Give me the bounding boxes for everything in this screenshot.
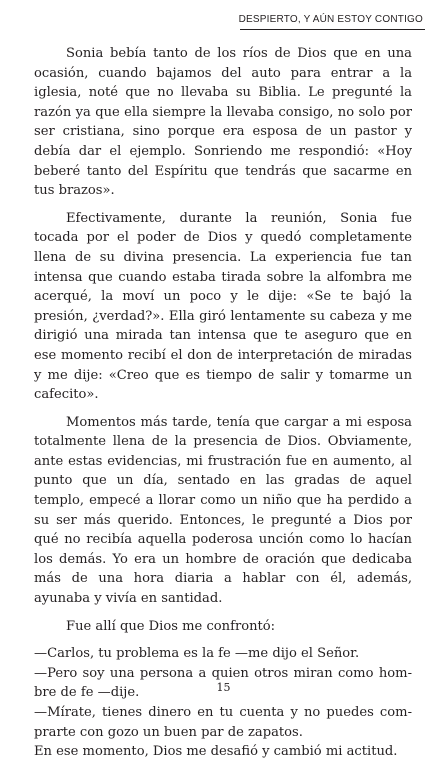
body-text (34, 44, 412, 762)
paragraph: Momentos más tarde, tenía que cargar a mi esposa totalmente llena de la presencia de Dios. Obviamente, ante estas evidencias, mi frustración fue en aumento, al punto que un día, sentado en las gradas de aquel templo, empecé a llorar como un niño que ha perdido a su ser más querido. Entonces, le pregunté a Dios por qué no recibía aquella poderosa unción como lo hacían los demás. Yo era un hombre de oración que dedicaba más de una hora diaria a hablar con él, además, ayunaba y vivía en santidad. (34, 414, 412, 607)
page-number: 15 (216, 681, 231, 694)
header-rule (240, 29, 425, 30)
dialog-line: En ese momento, Dios me desafió y cambió mi actitud. (34, 744, 398, 760)
paragraph: Fue allí que Dios me confrontó: (66, 618, 276, 634)
running-head: DESPIERTO, Y AÚN ESTOY CONTIGO (238, 14, 423, 25)
dialog-line: —Mírate, tienes dinero en tu cuenta y no puedes comprarte con gozo un buen par de zapatos. (34, 705, 412, 740)
paragraph: Efectivamente, durante la reunión, Sonia fue tocada por el poder de Dios y quedó completamente llena de su divina presencia. La experiencia fue tan intensa que cuando estaba tirada sobre la alfombra me acerqué, la moví un poco y le dije: «Se te bajó la presión, ¿verdad?». Ella giró lentamente su cabeza y me dirigió una mirada tan intensa que te aseguro que en ese momento recibí el don de interpretación de miradas y me dije: «Creo que es tiempo de salir y tomarme un cafecito». (34, 210, 412, 403)
paragraph: Sonia bebía tanto de los ríos de Dios que en una ocasión, cuando bajamos del auto para entrar a la iglesia, noté que no llevaba su Biblia. Le pregunté la razón ya que ella siempre la llevaba consigo, no solo por ser cristiana, sino porque era esposa de un pastor y debía dar el ejemplo. Sonriendo me respondió: «Hoy beberé tanto del Espíritu que tendrás que sacarme en tus brazos». (34, 46, 412, 199)
dialog-line: —Pero soy una persona a quien otros miran como hombre de fe —dije. (34, 665, 412, 701)
dialog-line: —Carlos, tu problema es la fe —me dijo el Señor. (34, 646, 360, 662)
